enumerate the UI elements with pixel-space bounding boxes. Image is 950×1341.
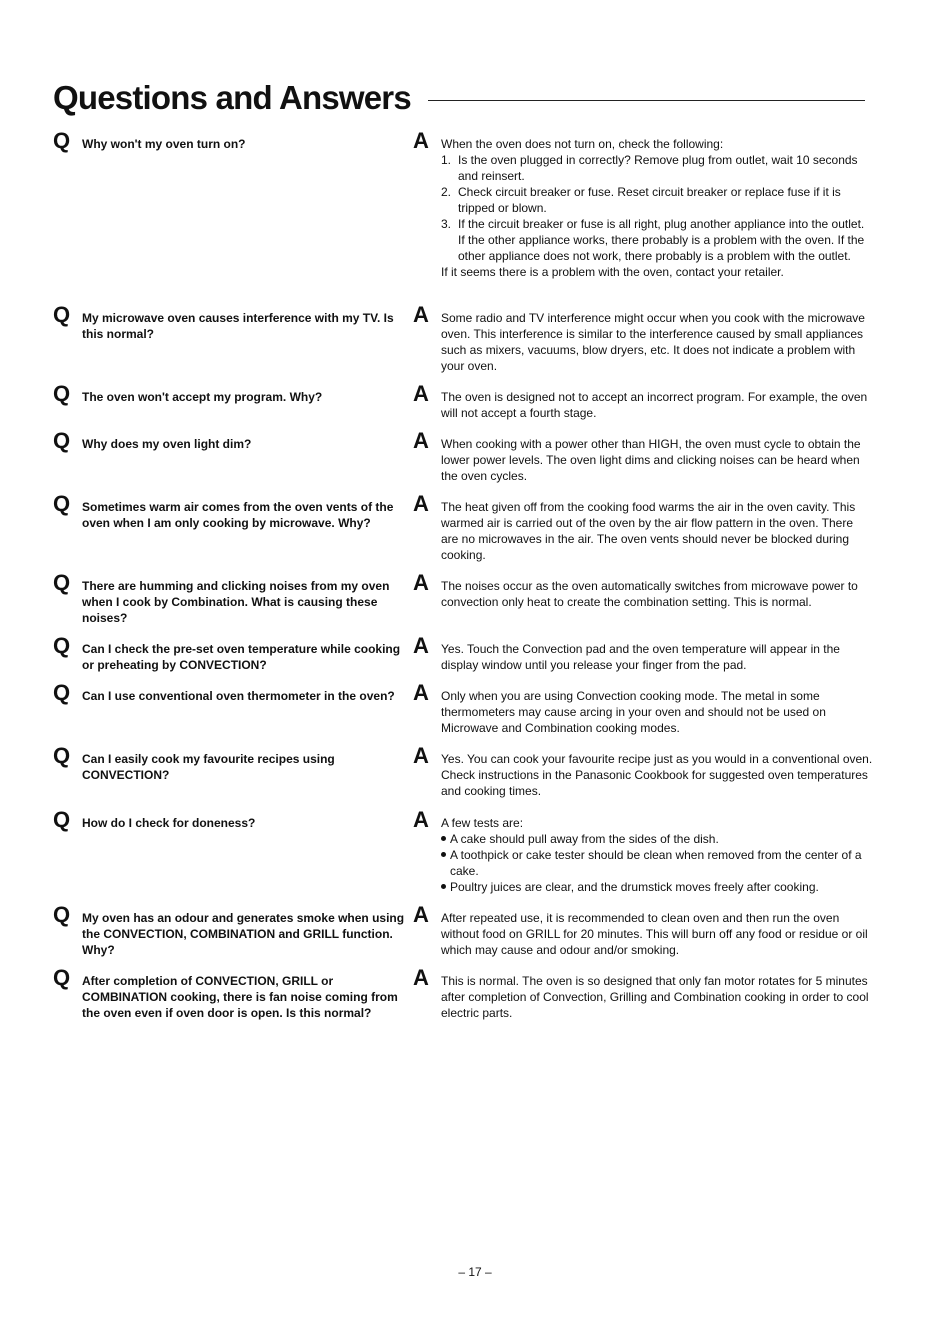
q-marker: Q bbox=[53, 743, 71, 768]
question-text: Can I easily cook my favourite recipes using CONVECTION? bbox=[82, 752, 335, 782]
answer bbox=[413, 633, 873, 673]
answer-text bbox=[441, 136, 873, 280]
question-text: After completion of CONVECTION, GRILL or COMBINATION cooking, there is fan noise coming from the oven even if oven door is open. Is this normal? bbox=[82, 974, 398, 1020]
answer-intro: When the oven does not turn on, check the following: bbox=[441, 137, 724, 151]
answer bbox=[413, 570, 873, 610]
question-text: How do I check for doneness? bbox=[82, 816, 256, 830]
question bbox=[53, 570, 408, 626]
question bbox=[53, 491, 408, 531]
a-marker: A bbox=[413, 570, 429, 595]
q-marker: Q bbox=[53, 570, 71, 595]
answer-text: When cooking with a power other than HIGH, the oven must cycle to obtain the lower power levels. The oven light dims and clicking noises can be heard when the oven cycles. bbox=[441, 437, 861, 483]
answer-text: Yes. Touch the Convection pad and the oven temperature will appear in the display window until you release your finger from the pad. bbox=[441, 642, 840, 672]
a-marker: A bbox=[413, 743, 429, 768]
list-item: A toothpick or cake tester should be clean when removed from the center of a cake. bbox=[441, 847, 873, 879]
list-item: 2. Check circuit breaker or fuse. Reset circuit breaker or replace fuse if it is tripped or blown. bbox=[441, 185, 841, 215]
answer bbox=[413, 302, 873, 374]
question bbox=[53, 428, 408, 453]
answer-text: The noises occur as the oven automatically switches from microwave power to convection only heat to create the combination setting. This is normal. bbox=[441, 579, 858, 609]
question bbox=[53, 743, 408, 783]
question-text: Why does my oven light dim? bbox=[82, 437, 252, 451]
answer bbox=[413, 965, 873, 1021]
question-text: There are humming and clicking noises from my oven when I cook by Combination. What is causing these noises? bbox=[82, 579, 390, 625]
answer-text: Only when you are using Convection cooking mode. The metal in some thermometers may cause arcing in your oven and should not be used on Microwave and Combination cooking modes. bbox=[441, 689, 826, 735]
q-marker: Q bbox=[53, 428, 71, 453]
a-marker: A bbox=[413, 381, 429, 406]
checklist bbox=[441, 152, 873, 264]
answer bbox=[413, 491, 873, 563]
question-text: Can I use conventional oven thermometer in the oven? bbox=[82, 689, 395, 703]
answer bbox=[413, 807, 873, 895]
answer-outro: If it seems there is a problem with the oven, contact your retailer. bbox=[441, 265, 784, 279]
question bbox=[53, 680, 408, 705]
question-text: My microwave oven causes interference with my TV. Is this normal? bbox=[82, 311, 394, 341]
q-marker: Q bbox=[53, 902, 71, 927]
a-marker: A bbox=[413, 302, 429, 327]
question-text: The oven won't accept my program. Why? bbox=[82, 390, 323, 404]
list-item: Poultry juices are clear, and the drumstick moves freely after cooking. bbox=[441, 879, 873, 895]
page-number: – 17 – bbox=[458, 1265, 492, 1279]
answer-text: After repeated use, it is recommended to clean oven and then run the oven without food on GRILL for 20 minutes. This will burn off any food or residue or oil which may cause and odour and/or smoking. bbox=[441, 911, 868, 957]
question bbox=[53, 965, 408, 1021]
answer-text: Some radio and TV interference might occur when you cook with the microwave oven. This interference is similar to the interference caused by small appliances such as mixers, vacuums, blow dryers, etc. It does not indicate a problem with your oven. bbox=[441, 311, 865, 373]
question bbox=[53, 633, 408, 673]
title-rule bbox=[428, 100, 865, 101]
answer bbox=[413, 743, 873, 799]
answer bbox=[413, 381, 873, 421]
q-marker: Q bbox=[53, 807, 71, 832]
answer-text: The heat given off from the cooking food warms the air in the oven cavity. This warmed air is carried out of the oven by the air flow pattern in the oven. There are no microwaves in the air. The oven vents should never be blocked during cooking. bbox=[441, 500, 856, 562]
a-marker: A bbox=[413, 491, 429, 516]
question bbox=[53, 807, 408, 832]
a-marker: A bbox=[413, 680, 429, 705]
q-marker: Q bbox=[53, 491, 71, 516]
answer bbox=[413, 128, 873, 280]
list-item: 3. If the circuit breaker or fuse is all right, plug another appliance into the outlet. If the other appliance works, there probably is a problem with the oven. If the other appliance does not work, there probably is a problem with the outlet. bbox=[441, 217, 865, 263]
answer-text: The oven is designed not to accept an incorrect program. For example, the oven will not accept a fourth stage. bbox=[441, 390, 868, 420]
answer bbox=[413, 902, 873, 958]
a-marker: A bbox=[413, 633, 429, 658]
page-title: Questions and Answers bbox=[53, 79, 411, 116]
answer-intro: A few tests are: bbox=[441, 816, 524, 830]
answer-text: This is normal. The oven is so designed that only fan motor rotates for 5 minutes after completion of Convection, Grilling and Combination cooking in order to cool electric parts. bbox=[441, 974, 869, 1020]
question bbox=[53, 902, 408, 958]
q-marker: Q bbox=[53, 633, 71, 658]
a-marker: A bbox=[413, 128, 429, 153]
list-item: A cake should pull away from the sides of the dish. bbox=[441, 831, 873, 847]
q-marker: Q bbox=[53, 381, 71, 406]
answer-text bbox=[441, 815, 873, 895]
question-text: Why won't my oven turn on? bbox=[82, 137, 246, 151]
q-marker: Q bbox=[53, 128, 71, 153]
a-marker: A bbox=[413, 428, 429, 453]
a-marker: A bbox=[413, 807, 429, 832]
a-marker: A bbox=[413, 965, 429, 990]
a-marker: A bbox=[413, 902, 429, 927]
question-text: Sometimes warm air comes from the oven vents of the oven when I am only cooking by microwave. Why? bbox=[82, 500, 394, 530]
question bbox=[53, 128, 408, 153]
question bbox=[53, 302, 408, 342]
doneness-tests bbox=[441, 831, 873, 895]
question-text: Can I check the pre-set oven temperature while cooking or preheating by CONVECTION? bbox=[82, 642, 401, 672]
q-marker: Q bbox=[53, 965, 71, 990]
q-marker: Q bbox=[53, 680, 71, 705]
answer-text: Yes. You can cook your favourite recipe just as you would in a conventional oven. Check instructions in the Panasonic Cookbook for suggested oven temperatures and cooking times. bbox=[441, 752, 873, 798]
list-item: 1. Is the oven plugged in correctly? Remove plug from outlet, wait 10 seconds and reinsert. bbox=[441, 153, 858, 183]
answer bbox=[413, 680, 873, 736]
q-marker: Q bbox=[53, 302, 71, 327]
answer bbox=[413, 428, 873, 484]
question-text: My oven has an odour and generates smoke when using the CONVECTION, COMBINATION and GRILL function. Why? bbox=[82, 911, 405, 957]
question bbox=[53, 381, 408, 406]
